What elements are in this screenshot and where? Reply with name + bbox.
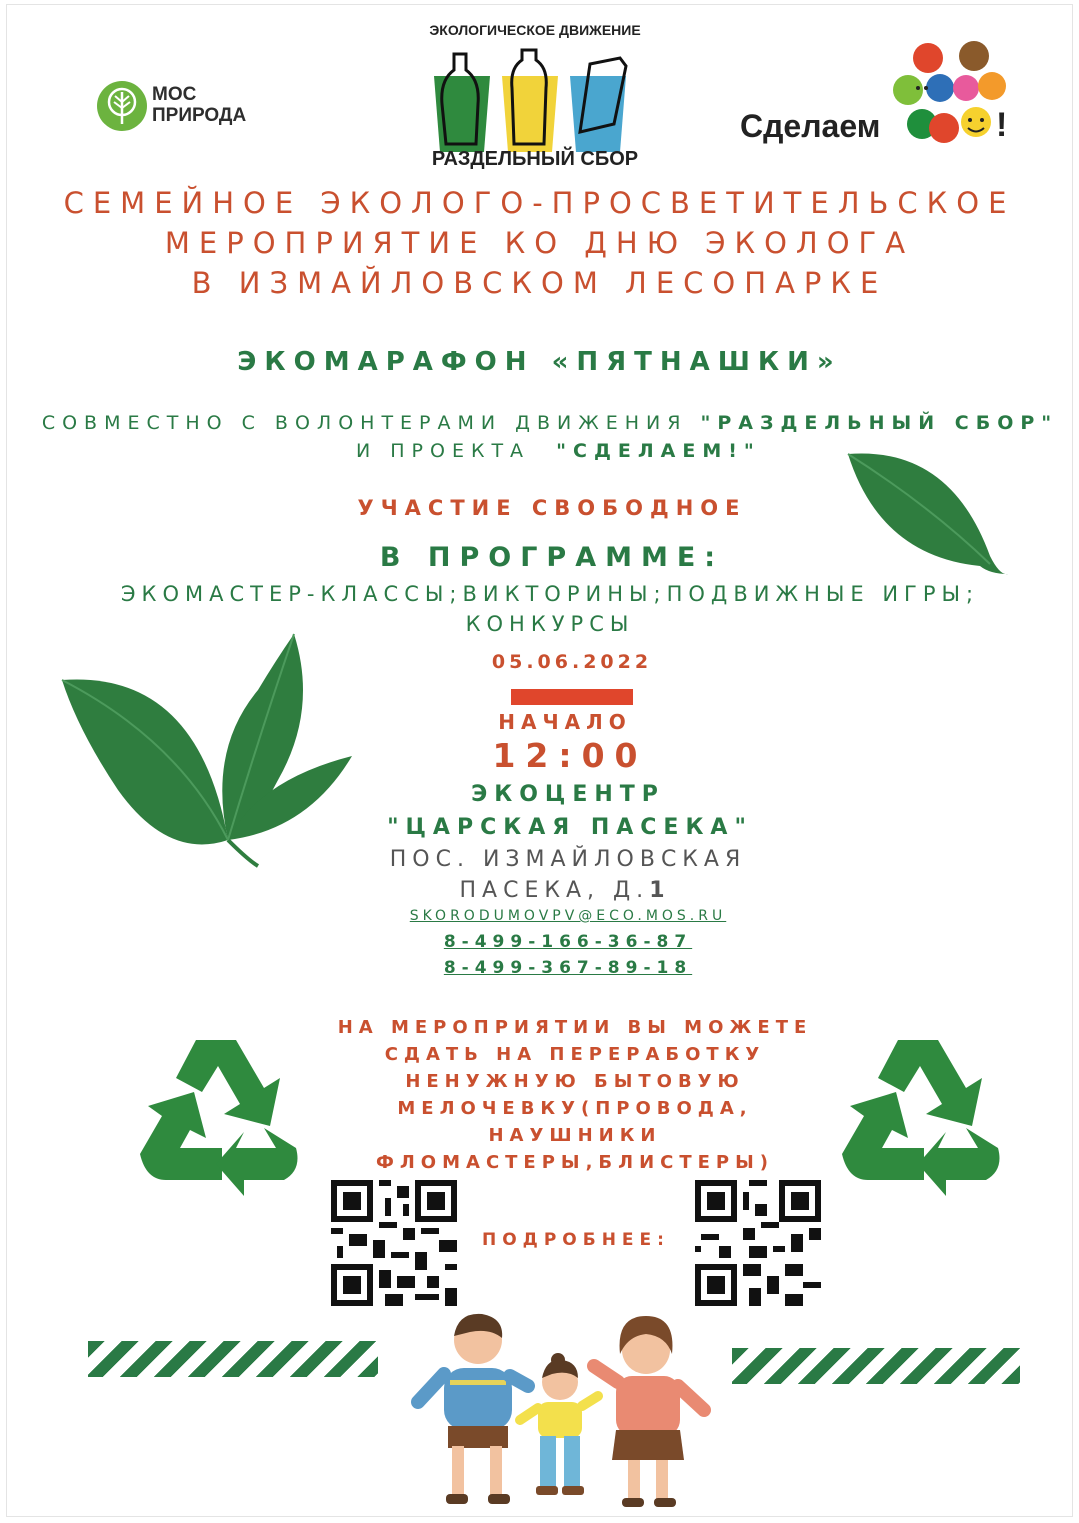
mos-logo-line2: ПРИРОДА — [152, 105, 247, 126]
recycle-line-5: НАУШНИКИ — [488, 1125, 662, 1146]
mospriroda-logo — [96, 80, 296, 140]
contact-phone-2-link[interactable]: 8-499-367-89-18 — [443, 958, 693, 978]
recycle-line-6: ФЛОМАСТЕРЫ,БЛИСТЕРЫ) — [376, 1152, 774, 1173]
contact-email-row — [0, 908, 1079, 924]
event-date: 05.06.2022 — [491, 651, 653, 673]
recycle-icon — [136, 1030, 306, 1200]
partners-line-2-text: И ПРОЕКТА — [356, 440, 544, 462]
program-line-1: ЭКОМАСТЕР-КЛАССЫ;ВИКТОРИНЫ;ПОДВИЖНЫЕ ИГРЫ; — [120, 582, 980, 606]
contact-phone-2-row — [0, 958, 1079, 978]
venue-address-1: ПОС. ИЗМАЙЛОВСКАЯ — [389, 847, 747, 872]
contact-email-link[interactable]: SKORODUMOVPV@ECO.MOS.RU — [409, 908, 727, 924]
recycle-line-4: МЕЛОЧЕВКУ(ПРОВОДА, — [397, 1098, 753, 1119]
start-label: НАЧАЛО — [498, 710, 632, 734]
rs-logo-top-text: ЭКОЛОГИЧЕСКОЕ ДВИЖЕНИЕ — [429, 22, 641, 38]
partners-line-1-text: СОВМЕСТНО С ВОЛОНТЕРАМИ ДВИЖЕНИЯ — [41, 412, 701, 434]
partners-sdelaem-name: "СДЕЛАЕМ!" — [556, 440, 761, 462]
title-line-2: МЕРОПРИЯТИЕ КО ДНЮ ЭКОЛОГА — [164, 226, 915, 260]
participation-text: УЧАСТИЕ СВОБОДНОЕ — [357, 496, 747, 520]
recycle-line-2: СДАТЬ НА ПЕРЕРАБОТКУ — [384, 1044, 766, 1065]
start-time: 12:00 — [492, 736, 648, 775]
recycle-line-3: НЕНУЖНУЮ БЫТОВУЮ — [405, 1071, 745, 1092]
stripe-band-right — [732, 1348, 1020, 1384]
mos-logo-line1: МОС — [152, 84, 197, 105]
rs-logo-bottom-text: РАЗДЕЛЬНЫЙ СБОР — [431, 148, 639, 170]
event-name: ЭКОМАРАФОН «ПЯТНАШКИ» — [237, 347, 842, 377]
qr-code-icon[interactable] — [694, 1180, 822, 1306]
venue-house-number: 1 — [649, 878, 671, 903]
partners-line-1 — [0, 412, 1079, 434]
sdelaem-text: Сделаем — [740, 108, 881, 144]
venue-address-2 — [0, 878, 1079, 903]
bottle-bins-icon — [420, 44, 650, 154]
recycle-icon — [838, 1030, 1008, 1200]
partners-rs-name: "РАЗДЕЛЬНЫЙ СБОР" — [700, 412, 1059, 434]
stripe-band-left — [88, 1341, 378, 1377]
tree-icon — [96, 80, 148, 132]
sdelaem-exclamation: ! — [996, 106, 1008, 144]
sdelaem-logo — [738, 40, 1028, 150]
title-line-1: СЕМЕЙНОЕ ЭКОЛОГО-ПРОСВЕТИТЕЛЬСКОЕ — [63, 186, 1016, 220]
contact-phone-1-link[interactable]: 8-499-166-36-87 — [443, 932, 693, 952]
more-info-label: ПОДРОБНЕЕ: — [482, 1230, 670, 1250]
program-line-2: КОНКУРСЫ — [465, 612, 635, 636]
contact-phone-1-row — [0, 932, 1079, 952]
title-line-3: В ИЗМАЙЛОВСКОМ ЛЕСОПАРКЕ — [191, 266, 888, 300]
venue-address-2-text: ПАСЕКА, Д. — [459, 878, 650, 903]
recycle-line-1: НА МЕРОПРИЯТИИ ВЫ МОЖЕТЕ — [337, 1017, 813, 1038]
program-heading: В ПРОГРАММЕ: — [379, 542, 725, 573]
venue-line-1: ЭКОЦЕНТР — [471, 782, 665, 807]
razdelny-sbor-logo — [420, 18, 650, 178]
partners-line-2 — [356, 440, 761, 462]
red-divider-bar — [511, 689, 633, 705]
qr-code-icon[interactable] — [330, 1180, 458, 1306]
venue-line-2: "ЦАРСКАЯ ПАСЕКА" — [387, 815, 753, 840]
family-illustration — [410, 1310, 720, 1515]
